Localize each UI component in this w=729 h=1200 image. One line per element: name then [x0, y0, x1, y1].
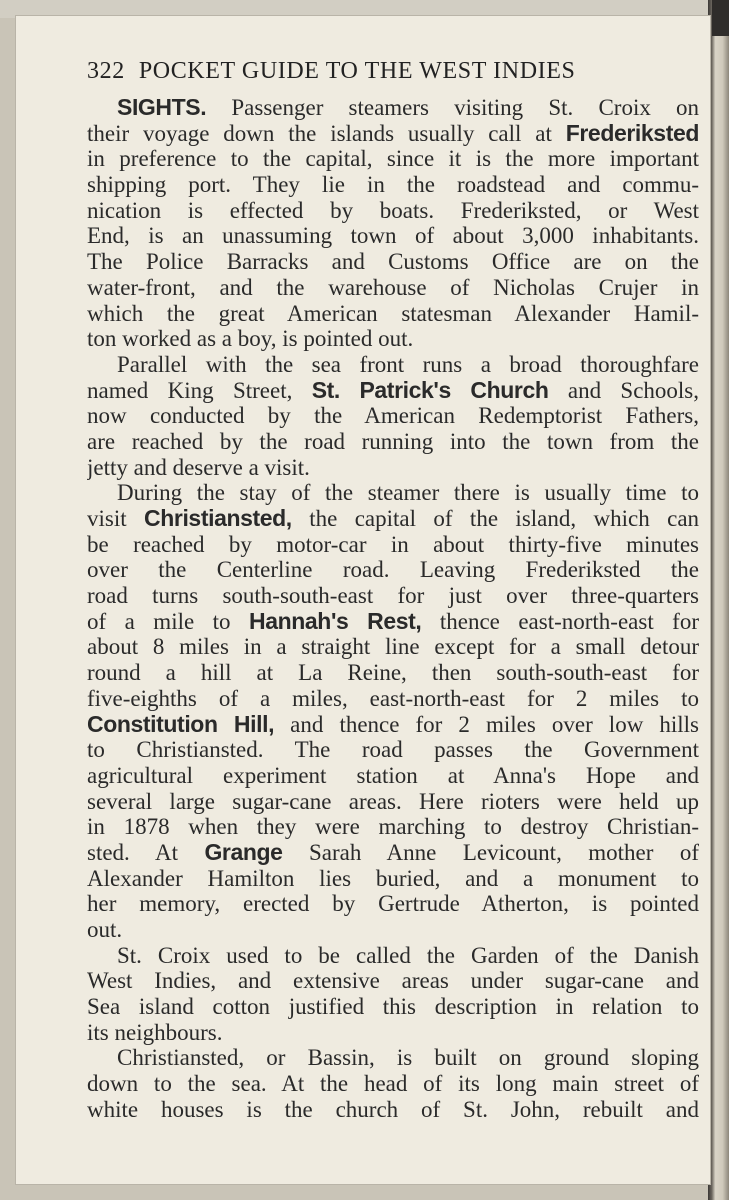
- text-line: her memory, erected by Gertrude Atherton, is pointed: [87, 891, 699, 917]
- text-line: SIGHTS. Passenger steamers visiting St. Croix on: [117, 95, 699, 120]
- running-title: POCKET GUIDE TO THE WEST INDIES: [138, 58, 576, 84]
- text-line: about 8 miles in a straight line except for a small detour: [87, 634, 699, 660]
- text-line: Parallel with the sea front runs a broad thoroughfare: [117, 351, 699, 377]
- place-grange: Grange: [204, 839, 283, 865]
- text-line: Christiansted, or Bassin, is built on ground sloping: [117, 1045, 699, 1071]
- text-line: sted. At Grange Sarah Anne Levicount, mother of: [87, 839, 699, 865]
- page-body: [87, 95, 699, 1123]
- place-frederiksted: Frederiksted: [565, 120, 699, 146]
- text-line: five-eighths of a miles, east-north-east for 2 miles to: [87, 685, 699, 711]
- text-line: white houses is the church of St. John, rebuilt and: [87, 1096, 699, 1122]
- text-line: The Police Barracks and Customs Office are on the: [87, 249, 699, 275]
- text-line: several large sugar-cane areas. Here rioters were held up: [87, 788, 699, 814]
- text-line: their voyage down the islands usually call at Frederiksted: [87, 120, 699, 146]
- text-line: Constitution Hill, and thence for 2 miles over low hills: [87, 711, 699, 737]
- text-line: agricultural experiment station at Anna's Hope and: [87, 762, 699, 788]
- text-line: shipping port. They lie in the roadstead and commu-: [87, 172, 699, 198]
- text-line: out.: [87, 917, 123, 942]
- text-line: now conducted by the American Redemptorist Fathers,: [87, 403, 699, 429]
- place-christiansted: Christiansted,: [144, 506, 292, 531]
- section-heading: SIGHTS.: [117, 95, 207, 120]
- text-line: to Christiansted. The road passes the Government: [87, 737, 699, 763]
- text-line: Alexander Hamilton lies buried, and a monument to: [87, 865, 699, 891]
- text-line: in preference to the capital, since it is the more important: [87, 146, 699, 172]
- binding-shadow: [712, 0, 729, 36]
- place-hannahs-rest: Hannah's Rest,: [249, 608, 422, 634]
- text-line: visit Christiansted, the capital of the island, which can: [87, 506, 699, 531]
- text-line: round a hill at La Reine, then south-south-east for: [87, 660, 699, 686]
- text-line: Sea island cotton justified this description in relation to: [87, 994, 699, 1020]
- text-line: its neighbours.: [87, 1019, 223, 1045]
- text-line: are reached by the road running into the town from the: [87, 428, 699, 454]
- text-line: water-front, and the warehouse of Nicholas Crujer in: [87, 274, 699, 300]
- text-line: in 1878 when they were marching to destroy Christian-: [87, 814, 699, 840]
- place-constitution-hill: Constitution Hill,: [87, 711, 275, 737]
- text-line: road turns south-south-east for just over three-quarters: [87, 583, 699, 609]
- text-line: over the Centerline road. Leaving Frederiksted the: [87, 557, 699, 583]
- text-line: jetty and deserve a visit.: [87, 454, 310, 480]
- place-st-patricks-church: St. Patrick's Church: [311, 377, 549, 403]
- text-line: End, is an unassuming town of about 3,000 inhabitants.: [87, 223, 699, 249]
- book-binding: [708, 0, 729, 1200]
- text-line: West Indies, and extensive areas under sugar-cane and: [87, 968, 699, 994]
- text-line: ton worked as a boy, is pointed out.: [87, 326, 414, 352]
- text-line: down to the sea. At the head of its long main street of: [87, 1071, 699, 1097]
- text-line: nication is effected by boats. Frederiksted, or West: [87, 197, 699, 223]
- text-line: be reached by motor-car in about thirty-five minutes: [87, 531, 699, 557]
- text-line: St. Croix used to be called the Garden of the Danish: [117, 942, 699, 968]
- page-number: 322: [87, 58, 125, 84]
- text-line: which the great American statesman Alexander Hamil-: [87, 300, 699, 326]
- text-line: of a mile to Hannah's Rest, thence east-north-east for: [87, 608, 699, 634]
- text-line: named King Street, St. Patrick's Church and Schools,: [87, 377, 699, 403]
- running-head: [87, 54, 647, 88]
- text-line: During the stay of the steamer there is usually time to: [117, 480, 699, 506]
